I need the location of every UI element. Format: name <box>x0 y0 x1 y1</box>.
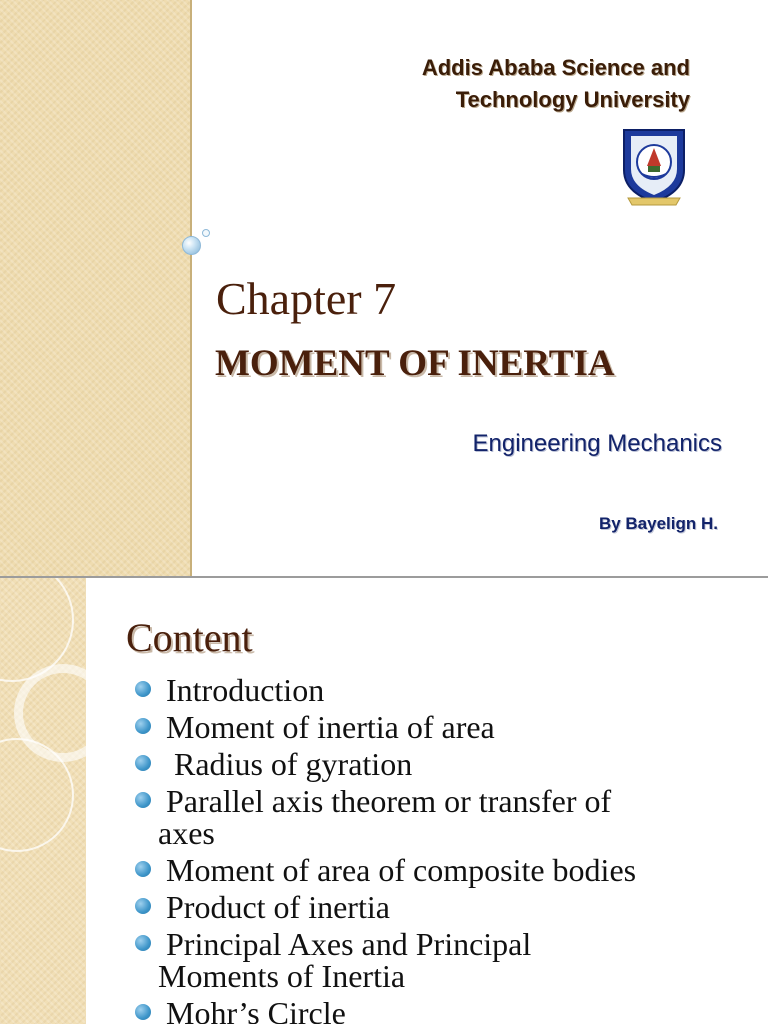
panel-divider <box>190 0 192 576</box>
list-item-text: Introduction <box>166 672 325 708</box>
list-item <box>132 891 752 923</box>
course-subject: Engineering Mechanics <box>472 430 722 457</box>
bullet-icon <box>135 718 151 734</box>
chapter-number: Chapter 7 <box>216 273 397 324</box>
bullet-icon <box>135 681 151 697</box>
list-item-text: Parallel axis theorem or transfer of <box>166 783 612 819</box>
bullet-icon <box>135 792 151 808</box>
university-name-line2: Technology University <box>455 87 690 112</box>
university-emblem-icon <box>614 122 694 206</box>
list-item <box>132 928 752 992</box>
bullet-icon <box>135 935 151 951</box>
list-item-text: Moment of area of composite bodies <box>166 852 637 888</box>
content-slide <box>0 578 768 1024</box>
bullet-icon <box>135 861 151 877</box>
list-item <box>132 748 752 780</box>
bubble-icon <box>202 229 210 237</box>
list-item <box>132 785 752 849</box>
author-name: By Bayelign H. <box>598 514 718 533</box>
decorative-side-panel <box>0 0 190 576</box>
decorative-side-panel <box>0 578 86 1024</box>
bullet-icon <box>135 755 151 771</box>
list-item <box>132 674 752 706</box>
list-item <box>132 854 752 886</box>
list-item-text: Radius of gyration <box>166 746 413 782</box>
list-item <box>132 997 752 1024</box>
university-name <box>422 52 690 116</box>
content-heading: Content <box>126 615 253 660</box>
list-item <box>132 711 752 743</box>
university-name-line1: Addis Ababa Science and <box>421 55 690 80</box>
list-item-text: Product of inertia <box>166 889 390 925</box>
slide-title: MOMENT OF INERTIA <box>215 343 615 384</box>
list-item-text: Principal Axes and Principal <box>166 926 532 962</box>
list-item-continuation: Moments of Inertia <box>158 958 406 994</box>
bullet-icon <box>135 898 151 914</box>
bullet-icon <box>135 1004 151 1020</box>
content-list <box>132 674 752 1024</box>
bubble-icon <box>182 236 201 255</box>
list-item-text: Moment of inertia of area <box>166 709 495 745</box>
list-item-continuation: axes <box>158 815 215 851</box>
list-item-text: Mohr’s Circle <box>166 995 346 1024</box>
